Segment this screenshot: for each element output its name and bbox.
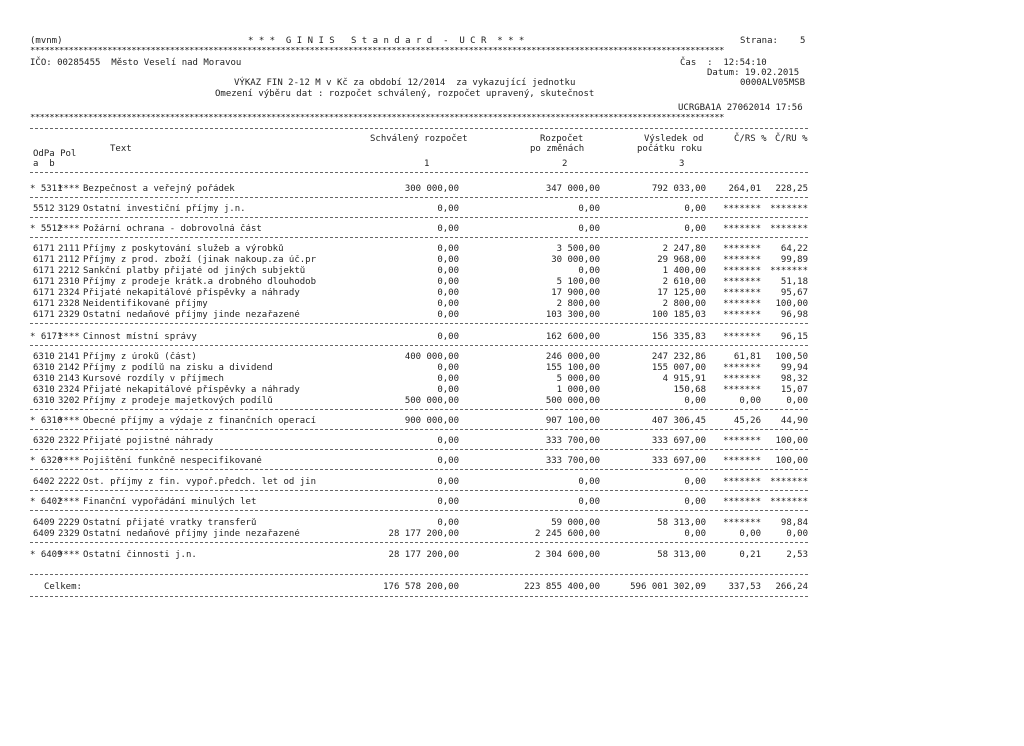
cell-odpa: 6171 xyxy=(33,299,55,309)
cell-c5: 0,00 xyxy=(786,529,808,539)
time-label: Čas : 12:54:10 xyxy=(680,58,767,68)
cell-odpa: * 5311 xyxy=(30,184,63,194)
cell-c2: 17 900,00 xyxy=(551,288,600,298)
cell-c1: 28 177 200,00 xyxy=(388,529,459,539)
cell-c2: 2 245 600,00 xyxy=(534,529,600,539)
table-row xyxy=(0,277,1024,288)
cell-c5: 15,07 xyxy=(780,385,808,395)
table-row xyxy=(0,529,1024,540)
cell-pol: 2329 xyxy=(58,529,80,539)
cell-c5: 64,22 xyxy=(780,244,808,254)
cell-c1: 0,00 xyxy=(437,385,459,395)
row-rule xyxy=(30,345,808,346)
cell-c3: 17 125,00 xyxy=(657,288,706,298)
cell-pol: 2141 xyxy=(58,352,80,362)
cell-pol: 2324 xyxy=(58,385,80,395)
cell-c1: 0,00 xyxy=(437,204,459,214)
cell-c3: 58 313,00 xyxy=(657,550,706,560)
table-row xyxy=(0,497,1024,508)
cell-txt: Příjmy z podílů na zisku a dividend xyxy=(83,363,273,373)
cell-pol: 3129 xyxy=(58,204,80,214)
cell-odpa: 6171 xyxy=(33,310,55,320)
table-row xyxy=(0,224,1024,235)
total-row xyxy=(0,582,1024,593)
table-row xyxy=(0,477,1024,488)
cell-c5: 98,32 xyxy=(780,374,808,384)
cell-c3: 247 232,86 xyxy=(651,352,706,362)
cell-c5: ******* xyxy=(770,477,808,487)
cell-c3: 0,00 xyxy=(684,396,706,406)
cell-c1: 0,00 xyxy=(437,224,459,234)
cell-c4: ******* xyxy=(723,299,761,309)
cell-c3: 156 335,83 xyxy=(651,332,706,342)
cell-c1: 0,00 xyxy=(437,374,459,384)
cell-c4: ******* xyxy=(723,363,761,373)
cell-c4: ******* xyxy=(723,497,761,507)
cell-odpa: 6402 xyxy=(33,477,55,487)
table-row xyxy=(0,255,1024,266)
cell-pol: **** xyxy=(58,456,80,466)
cell-c4: 0,00 xyxy=(739,396,761,406)
cell-c5: 228,25 xyxy=(775,184,808,194)
cell-c5: 95,67 xyxy=(780,288,808,298)
cell-c5: 96,15 xyxy=(780,332,808,342)
col-rozpocet: Rozpočet xyxy=(540,134,584,144)
col-num-1: 1 xyxy=(424,159,430,169)
cell-c2: 30 000,00 xyxy=(551,255,600,265)
cell-txt: Příjmy z prodeje krátk.a drobného dlouhodob xyxy=(83,277,316,287)
cell-odpa: 5512 xyxy=(33,204,55,214)
cell-pol: **** xyxy=(58,550,80,560)
cell-txt: Příjmy z prodeje majetkových podílů xyxy=(83,396,273,406)
cell-c5: ******* xyxy=(770,497,808,507)
cell-c1: 0,00 xyxy=(437,497,459,507)
cell-c5: 99,94 xyxy=(780,363,808,373)
col-ru-pct: Č/RU % xyxy=(775,134,808,144)
cell-txt: Obecné příjmy a výdaje z finančních operací xyxy=(83,416,316,426)
cell-c1: 0,00 xyxy=(437,436,459,446)
cell-c5: 99,89 xyxy=(780,255,808,265)
cell-pol: 2324 xyxy=(58,288,80,298)
table-row xyxy=(0,436,1024,447)
cell-c3: 407 306,45 xyxy=(651,416,706,426)
cell-c1: 0,00 xyxy=(437,310,459,320)
col-rozpocet-sub: po změnách xyxy=(530,144,585,154)
cell-pol: 2212 xyxy=(58,266,80,276)
table-row xyxy=(0,352,1024,363)
date-label: Datum: 19.02.2015 xyxy=(707,68,800,78)
cell-c3: 29 968,00 xyxy=(657,255,706,265)
cell-c2: 347 000,00 xyxy=(545,184,600,194)
cell-c1: 28 177 200,00 xyxy=(388,550,459,560)
row-rule xyxy=(30,197,808,198)
cell-c5: 51,18 xyxy=(780,277,808,287)
cell-c1: 900 000,00 xyxy=(404,416,459,426)
cell-pol: 2112 xyxy=(58,255,80,265)
cell-c4: ******* xyxy=(723,456,761,466)
cell-c4: ******* xyxy=(723,204,761,214)
cell-c3: 0,00 xyxy=(684,204,706,214)
cell-txt: Ostatní činnosti j.n. xyxy=(83,550,197,560)
cell-odpa: * 6409 xyxy=(30,550,63,560)
row-rule xyxy=(30,469,808,470)
report-code: 0000ALV05MSB xyxy=(740,78,806,88)
cell-c1: 176 578 200,00 xyxy=(383,582,459,592)
row-rule xyxy=(30,237,808,238)
cell-pol: 3202 xyxy=(58,396,80,406)
col-rs-pct: Č/RS % xyxy=(734,134,767,144)
table-row xyxy=(0,288,1024,299)
col-num-2: 2 xyxy=(562,159,568,169)
cell-c4: 337,53 xyxy=(728,582,761,592)
cell-c5: 96,98 xyxy=(780,310,808,320)
cell-c5: 266,24 xyxy=(775,582,808,592)
cell-odpa: 6171 xyxy=(33,277,55,287)
cell-c4: 45,26 xyxy=(733,416,761,426)
cell-c3: 596 001 302,09 xyxy=(630,582,706,592)
cell-c3: 333 697,00 xyxy=(651,456,706,466)
cell-c4: ******* xyxy=(723,310,761,320)
cell-odpa: 6310 xyxy=(33,363,55,373)
cell-odpa: * 6171 xyxy=(30,332,63,342)
cell-c2: 0,00 xyxy=(578,224,600,234)
table-row xyxy=(0,456,1024,467)
cell-odpa: 6409 xyxy=(33,529,55,539)
cell-c2: 155 100,00 xyxy=(545,363,600,373)
row-rule xyxy=(30,217,808,218)
table-row xyxy=(0,244,1024,255)
cell-c3: 0,00 xyxy=(684,529,706,539)
cell-txt: Finanční vypořádání minulých let xyxy=(83,497,257,507)
cell-c1: 0,00 xyxy=(437,363,459,373)
cell-pol: **** xyxy=(58,332,80,342)
cell-c2: 5 100,00 xyxy=(556,277,600,287)
cell-pol: **** xyxy=(58,497,80,507)
cell-c2: 0,00 xyxy=(578,497,600,507)
cell-c4: ******* xyxy=(723,374,761,384)
cell-txt: Ostatní investiční příjmy j.n. xyxy=(83,204,246,214)
cell-txt: Pojištění funkčně nespecifikované xyxy=(83,456,262,466)
cell-txt: Neidentifikované příjmy xyxy=(83,299,208,309)
page-number: 5 xyxy=(800,36,806,46)
cell-pol: **** xyxy=(58,416,80,426)
cell-odpa: 6310 xyxy=(33,385,55,395)
cell-c1: 0,00 xyxy=(437,255,459,265)
cell-c4: 0,00 xyxy=(739,529,761,539)
table-row xyxy=(0,385,1024,396)
cell-odpa: 6171 xyxy=(33,288,55,298)
cell-c4: ******* xyxy=(723,477,761,487)
cell-odpa: 6171 xyxy=(33,244,55,254)
table-row xyxy=(0,204,1024,215)
cell-odpa: 6310 xyxy=(33,396,55,406)
cell-c4: ******* xyxy=(723,224,761,234)
cell-c2: 2 800,00 xyxy=(556,299,600,309)
table-row xyxy=(0,184,1024,195)
cell-c5: 100,00 xyxy=(775,299,808,309)
cell-pol: 2111 xyxy=(58,244,80,254)
cell-c2: 5 000,00 xyxy=(556,374,600,384)
cell-odpa: 6310 xyxy=(33,352,55,362)
cell-c5: 44,90 xyxy=(780,416,808,426)
cell-c3: 792 033,00 xyxy=(651,184,706,194)
table-row xyxy=(0,550,1024,561)
cell-odpa: 6320 xyxy=(33,436,55,446)
col-text: Text xyxy=(110,144,132,154)
cell-c3: 2 800,00 xyxy=(662,299,706,309)
cell-txt: Bezpečnost a veřejný pořádek xyxy=(83,184,235,194)
cell-txt: Ostatní přijaté vratky transferů xyxy=(83,518,257,528)
cell-c2: 246 000,00 xyxy=(545,352,600,362)
col-num-3: 3 xyxy=(679,159,685,169)
cell-c1: 0,00 xyxy=(437,456,459,466)
cell-odpa: 6409 xyxy=(33,518,55,528)
cell-c1: 0,00 xyxy=(437,288,459,298)
header-rule xyxy=(30,172,808,173)
cell-txt: Příjmy z poskytování služeb a výrobků xyxy=(83,244,284,254)
cell-c1: 500 000,00 xyxy=(404,396,459,406)
cell-c3: 4 915,91 xyxy=(662,374,706,384)
col-vysledek: Výsledek od xyxy=(644,134,704,144)
cell-c4: ******* xyxy=(723,288,761,298)
report-title: VÝKAZ FIN 2-12 M v Kč za období 12/2014 za vykazující jednotku xyxy=(234,78,576,88)
cell-c2: 3 500,00 xyxy=(556,244,600,254)
cell-c5: 98,84 xyxy=(780,518,808,528)
cell-pol: 2310 xyxy=(58,277,80,287)
row-rule xyxy=(30,323,808,324)
cell-c3: 2 247,80 xyxy=(662,244,706,254)
col-schvaleny: Schválený rozpočet xyxy=(370,134,468,144)
cell-odpa: * 6320 xyxy=(30,456,63,466)
cell-txt: Příjmy z prod. zboží (jinak nakoup.za úč.pr xyxy=(83,255,316,265)
table-row xyxy=(0,416,1024,427)
cell-c5: ******* xyxy=(770,266,808,276)
cell-c1: 300 000,00 xyxy=(404,184,459,194)
app-code: (mvnm) xyxy=(30,36,63,46)
cell-c3: 58 313,00 xyxy=(657,518,706,528)
cell-odpa: 6171 xyxy=(33,266,55,276)
row-rule xyxy=(30,510,808,511)
table-row xyxy=(0,374,1024,385)
row-rule xyxy=(30,409,808,410)
cell-c5: 100,00 xyxy=(775,436,808,446)
cell-c4: 0,21 xyxy=(739,550,761,560)
total-rule xyxy=(30,596,808,597)
cell-c3: 0,00 xyxy=(684,497,706,507)
cell-c2: 59 000,00 xyxy=(551,518,600,528)
cell-c2: 2 304 600,00 xyxy=(534,550,600,560)
cell-c3: 155 007,00 xyxy=(651,363,706,373)
cell-txt: Ost. příjmy z fin. vypoř.předch. let od jin xyxy=(83,477,316,487)
cell-c5: 0,00 xyxy=(786,396,808,406)
cell-c4: 61,81 xyxy=(733,352,761,362)
cell-c2: 500 000,00 xyxy=(545,396,600,406)
cell-c5: 100,00 xyxy=(775,456,808,466)
cell-txt: Ostatní nedaňové příjmy jinde nezařazené xyxy=(83,310,300,320)
col-odpa-pol: OdPa Pol xyxy=(33,149,77,159)
cell-c5: 100,50 xyxy=(775,352,808,362)
total-label: Celkem: xyxy=(44,582,82,592)
row-rule xyxy=(30,490,808,491)
cell-c2: 162 600,00 xyxy=(545,332,600,342)
cell-odpa: * 5512 xyxy=(30,224,63,234)
cell-c5: 2,53 xyxy=(786,550,808,560)
cell-pol: **** xyxy=(58,224,80,234)
col-vysledek-sub: počátku roku xyxy=(637,144,703,154)
system-title: * * * G I N I S S t a n d a r d - U C R * * * xyxy=(248,36,525,46)
row-rule xyxy=(30,542,808,543)
cell-c3: 100 185,03 xyxy=(651,310,706,320)
cell-txt: Požární ochrana - dobrovolná část xyxy=(83,224,262,234)
cell-c3: 1 400,00 xyxy=(662,266,706,276)
cell-txt: Přijaté nekapitálové příspěvky a náhrady xyxy=(83,288,300,298)
ico-line: IČO: 00285455 Město Veselí nad Moravou xyxy=(30,58,242,68)
table-row xyxy=(0,396,1024,407)
cell-c1: 0,00 xyxy=(437,299,459,309)
cell-c2: 1 000,00 xyxy=(556,385,600,395)
cell-c2: 0,00 xyxy=(578,477,600,487)
cell-txt: Kursové rozdíly v příjmech xyxy=(83,374,224,384)
cell-c3: 333 697,00 xyxy=(651,436,706,446)
cell-c3: 0,00 xyxy=(684,224,706,234)
col-ab: a b xyxy=(33,159,55,169)
cell-c1: 400 000,00 xyxy=(404,352,459,362)
restriction-line: Omezení výběru dat : rozpočet schválený, rozpočet upravený, skutečnost xyxy=(215,89,595,99)
cell-pol: 2229 xyxy=(58,518,80,528)
star-separator: ************************************************************************************************************************************************ xyxy=(30,114,724,123)
header-rule xyxy=(30,128,808,129)
table-row xyxy=(0,310,1024,321)
cell-c3: 2 610,00 xyxy=(662,277,706,287)
cell-pol: 2329 xyxy=(58,310,80,320)
cell-txt: Činnost místní správy xyxy=(83,332,197,342)
cell-c2: 0,00 xyxy=(578,266,600,276)
row-rule xyxy=(30,429,808,430)
cell-txt: Ostatní nedaňové příjmy jinde nezařazené xyxy=(83,529,300,539)
cell-c4: ******* xyxy=(723,332,761,342)
cell-c5: ******* xyxy=(770,204,808,214)
cell-pol: **** xyxy=(58,184,80,194)
cell-c2: 0,00 xyxy=(578,204,600,214)
star-separator: ************************************************************************************************************************************************ xyxy=(30,47,724,56)
cell-txt: Příjmy z úroků (část) xyxy=(83,352,197,362)
cell-c4: ******* xyxy=(723,385,761,395)
cell-c5: ******* xyxy=(770,224,808,234)
cell-c4: ******* xyxy=(723,266,761,276)
cell-c1: 0,00 xyxy=(437,477,459,487)
row-rule xyxy=(30,449,808,450)
cell-txt: Přijaté pojistné náhrady xyxy=(83,436,214,446)
cell-c4: ******* xyxy=(723,277,761,287)
cell-c1: 0,00 xyxy=(437,244,459,254)
cell-pol: 2143 xyxy=(58,374,80,384)
table-row xyxy=(0,518,1024,529)
cell-c2: 907 100,00 xyxy=(545,416,600,426)
cell-c2: 333 700,00 xyxy=(545,456,600,466)
cell-pol: 2222 xyxy=(58,477,80,487)
cell-c1: 0,00 xyxy=(437,518,459,528)
cell-pol: 2142 xyxy=(58,363,80,373)
cell-odpa: 6310 xyxy=(33,374,55,384)
cell-c4: ******* xyxy=(723,436,761,446)
cell-c1: 0,00 xyxy=(437,266,459,276)
cell-pol: 2322 xyxy=(58,436,80,446)
cell-c1: 0,00 xyxy=(437,332,459,342)
table-row xyxy=(0,299,1024,310)
cell-c1: 0,00 xyxy=(437,277,459,287)
cell-c2: 103 300,00 xyxy=(545,310,600,320)
cell-txt: Přijaté nekapitálové příspěvky a náhrady xyxy=(83,385,300,395)
table-row xyxy=(0,363,1024,374)
cell-pol: 2328 xyxy=(58,299,80,309)
table-row xyxy=(0,332,1024,343)
cell-c4: ******* xyxy=(723,518,761,528)
cell-c4: ******* xyxy=(723,255,761,265)
cell-c2: 333 700,00 xyxy=(545,436,600,446)
cell-odpa: 6171 xyxy=(33,255,55,265)
cell-odpa: * 6310 xyxy=(30,416,63,426)
cell-c2: 223 855 400,00 xyxy=(524,582,600,592)
ucr-code: UCRGBA1A 27062014 17:56 xyxy=(678,103,803,113)
table-row xyxy=(0,266,1024,277)
cell-odpa: * 6402 xyxy=(30,497,63,507)
cell-c3: 150,68 xyxy=(673,385,706,395)
cell-c4: 264,01 xyxy=(728,184,761,194)
cell-txt: Sankční platby přijaté od jiných subjektů xyxy=(83,266,306,276)
cell-c4: ******* xyxy=(723,244,761,254)
total-rule xyxy=(30,574,808,575)
cell-c3: 0,00 xyxy=(684,477,706,487)
page-label: Strana: xyxy=(740,36,778,46)
